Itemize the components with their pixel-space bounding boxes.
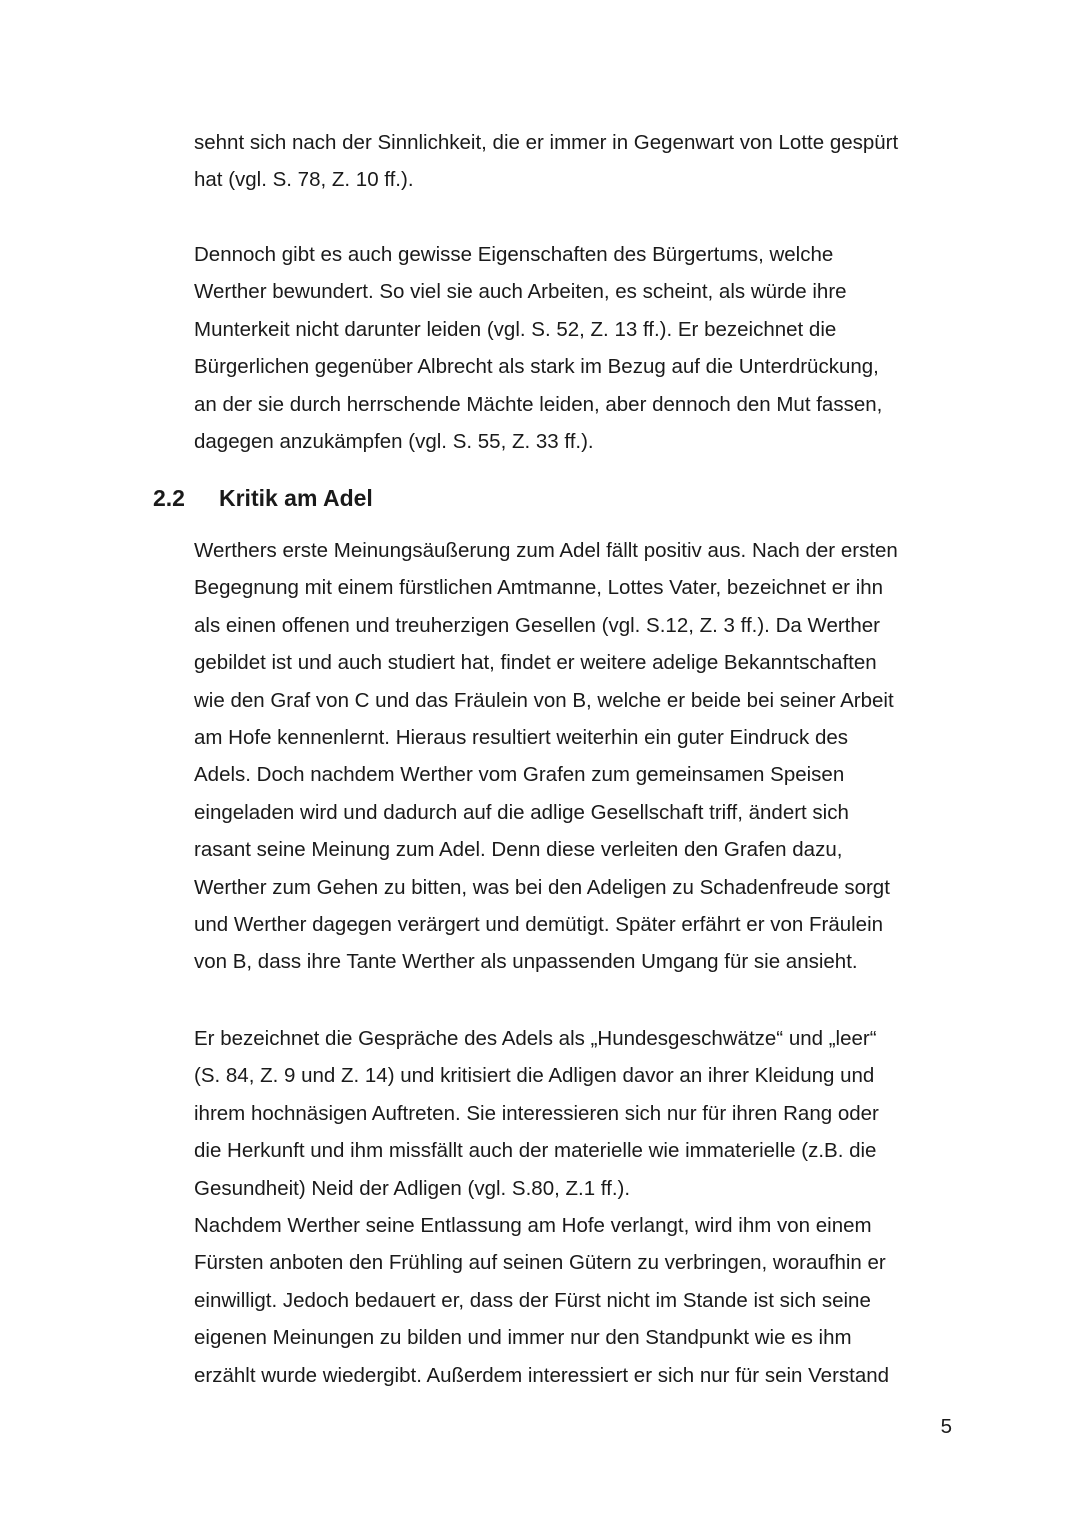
text-line: am Hofe kennenlernt. Hieraus resultiert weiterhin ein guter Eindruck des	[194, 726, 849, 750]
text-line: einwilligt. Jedoch bedauert er, dass der Fürst nicht im Stande ist sich seine	[194, 1288, 871, 1312]
text-line: Begegnung mit einem fürstlichen Amtmanne, Lottes Vater, bezeichnet er ihn	[194, 576, 884, 600]
text-line: von B, dass ihre Tante Werther als unpassenden Umgang für sie ansieht.	[194, 950, 858, 974]
paragraph-2	[194, 236, 950, 460]
text-line: wie den Graf von C und das Fräulein von B, welche er beide bei seiner Arbeit	[194, 688, 894, 712]
text-line: Adels. Doch nachdem Werther vom Grafen zum gemeinsamen Speisen	[194, 763, 845, 787]
text-line: Dennoch gibt es auch gewisse Eigenschaften des Bürgertums, welche	[194, 243, 834, 266]
paragraph-3	[194, 532, 950, 981]
text-line: eingeladen wird und dadurch auf die adlige Gesellschaft triff, ändert sich	[194, 800, 849, 824]
text-line: eigenen Meinungen zu bilden und immer nur den Standpunkt wie es ihm	[194, 1326, 852, 1350]
text-line: an der sie durch herrschende Mächte leiden, aber dennoch den Mut fassen,	[194, 392, 883, 416]
text-line: sehnt sich nach der Sinnlichkeit, die er immer in Gegenwart von Lotte gespürt	[194, 131, 899, 154]
section-number: 2.2	[153, 485, 185, 511]
text-line: Nachdem Werther seine Entlassung am Hofe verlangt, wird ihm von einem	[194, 1214, 872, 1238]
text-line: (S. 84, Z. 9 und Z. 14) und kritisiert die Adligen davor an ihrer Kleidung und	[194, 1064, 875, 1088]
text-line: Er bezeichnet die Gespräche des Adels als „Hundesgeschwätze“ und „leer“	[194, 1027, 877, 1050]
text-line: rasant seine Meinung zum Adel. Denn diese verleiten den Grafen dazu,	[194, 838, 843, 862]
section-title: Kritik am Adel	[219, 485, 373, 511]
paragraph-1	[194, 124, 950, 199]
text-line: Werther zum Gehen zu bitten, was bei den Adeligen zu Schadenfreude sorgt	[194, 875, 890, 899]
text-line: Werther bewundert. So viel sie auch Arbeiten, es scheint, als würde ihre	[194, 280, 847, 304]
text-line: Munterkeit nicht darunter leiden (vgl. S. 52, Z. 13 ff.). Er bezeichnet die	[194, 317, 837, 341]
text-line: Bürgerlichen gegenüber Albrecht als stark im Bezug auf die Unterdrückung,	[194, 355, 879, 379]
text-line: hat (vgl. S. 78, Z. 10 ff.).	[194, 168, 414, 192]
text-line: gebildet ist und auch studiert hat, findet er weitere adelige Bekanntschaften	[194, 651, 877, 675]
text-line: Werthers erste Meinungsäußerung zum Adel fällt positiv aus. Nach der ersten	[194, 539, 898, 562]
text-line: als einen offenen und treuherzigen Gesellen (vgl. S.12, Z. 3 ff.). Da Werther	[194, 613, 880, 637]
text-line: Fürsten anboten den Frühling auf seinen Gütern zu verbringen, woraufhin er	[194, 1251, 886, 1275]
text-line: erzählt wurde wiedergibt. Außerdem interessiert er sich nur für sein Verstand	[194, 1363, 890, 1387]
text-line: ihrem hochnäsigen Auftreten. Sie interessieren sich nur für ihren Rang oder	[194, 1101, 879, 1125]
paragraph-4	[194, 1020, 950, 1394]
text-line: dagegen anzukämpfen (vgl. S. 55, Z. 33 ff.).	[194, 430, 594, 454]
text-line: Gesundheit) Neid der Adligen (vgl. S.80, Z.1 ff.).	[194, 1176, 631, 1200]
text-line: und Werther dagegen verärgert und demütigt. Später erfährt er von Fräulein	[194, 913, 884, 937]
section-heading	[153, 480, 373, 517]
text-line: die Herkunft und ihm missfällt auch der materielle wie immaterielle (z.B. die	[194, 1139, 877, 1163]
page-number: 5	[940, 1415, 952, 1438]
